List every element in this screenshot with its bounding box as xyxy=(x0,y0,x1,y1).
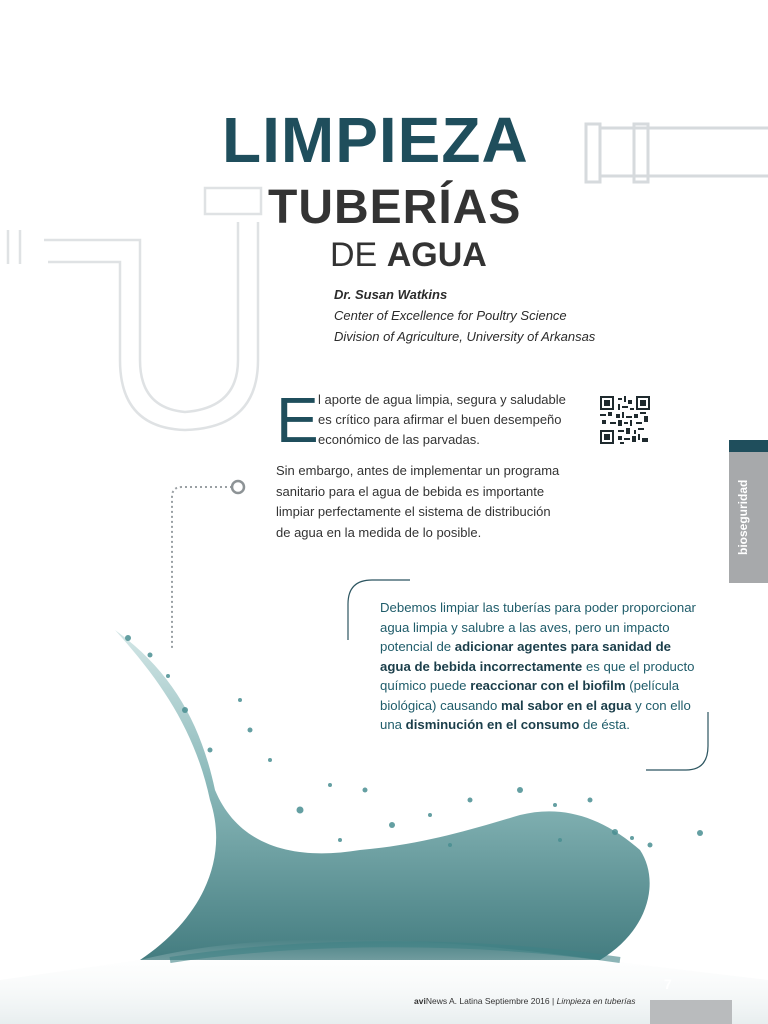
author-name: Dr. Susan Watkins xyxy=(334,287,448,302)
title-line-2: TUBERÍAS xyxy=(268,181,522,234)
quote-text-5: de ésta. xyxy=(579,717,630,732)
quote-bold-2: reaccionar con el biofilm xyxy=(470,678,626,693)
footer-bar xyxy=(650,1000,732,1024)
author-block xyxy=(334,284,595,347)
quote-text-3: (película biológica) causando xyxy=(380,678,680,713)
footer-text xyxy=(414,996,636,1006)
author-affiliation-2: Division of Agriculture, University of Arkansas xyxy=(334,329,596,344)
pull-quote xyxy=(380,598,700,735)
intro-paragraph: l aporte de agua limpia, segura y saludable es crítico para afirmar el buen desempeño económico de las parvadas. xyxy=(318,392,566,447)
footer-section: Limpieza en tuberías xyxy=(556,996,636,1006)
quote-bold-4: disminución en el consumo xyxy=(405,717,580,732)
body-paragraph: Sin embargo, antes de implementar un programa sanitario para el agua de bebida es importante limpiar perfectamente el sistema de distribución de agua en la medida de lo posible. xyxy=(276,463,560,540)
quote-bold-3: mal sabor en el agua xyxy=(500,697,632,713)
quote-text-4: y con ello una xyxy=(380,697,691,732)
drop-cap: E xyxy=(276,384,319,456)
footer-brand-rest: News A. Latina Septiembre 2016 xyxy=(425,996,550,1006)
title-line-3 xyxy=(330,238,487,272)
quote-bold-1: adicionar agentes para sanidad de agua de bebida incorrectamente xyxy=(380,639,671,674)
quote-text-2: es que el producto químico puede xyxy=(380,658,695,693)
section-tab-accent xyxy=(729,440,768,452)
section-tab-label: bioseguridad xyxy=(736,479,750,555)
page-number: 7 xyxy=(664,976,672,992)
title-line-1: LIMPIEZA xyxy=(222,104,529,176)
qr-code-icon[interactable] xyxy=(600,396,650,444)
footer-separator: | xyxy=(552,996,555,1006)
title-line-3-prefix: DE xyxy=(330,236,387,274)
quote-text-1: Debemos limpiar las tuberías para poder proporcionar agua limpia y salubre a las aves, pero un impacto potencial de xyxy=(380,600,696,654)
footer-brand-bold: avi xyxy=(414,996,426,1006)
title-line-3-bold: AGUA xyxy=(386,236,487,274)
author-affiliation-1: Center of Excellence for Poultry Science xyxy=(334,308,567,323)
